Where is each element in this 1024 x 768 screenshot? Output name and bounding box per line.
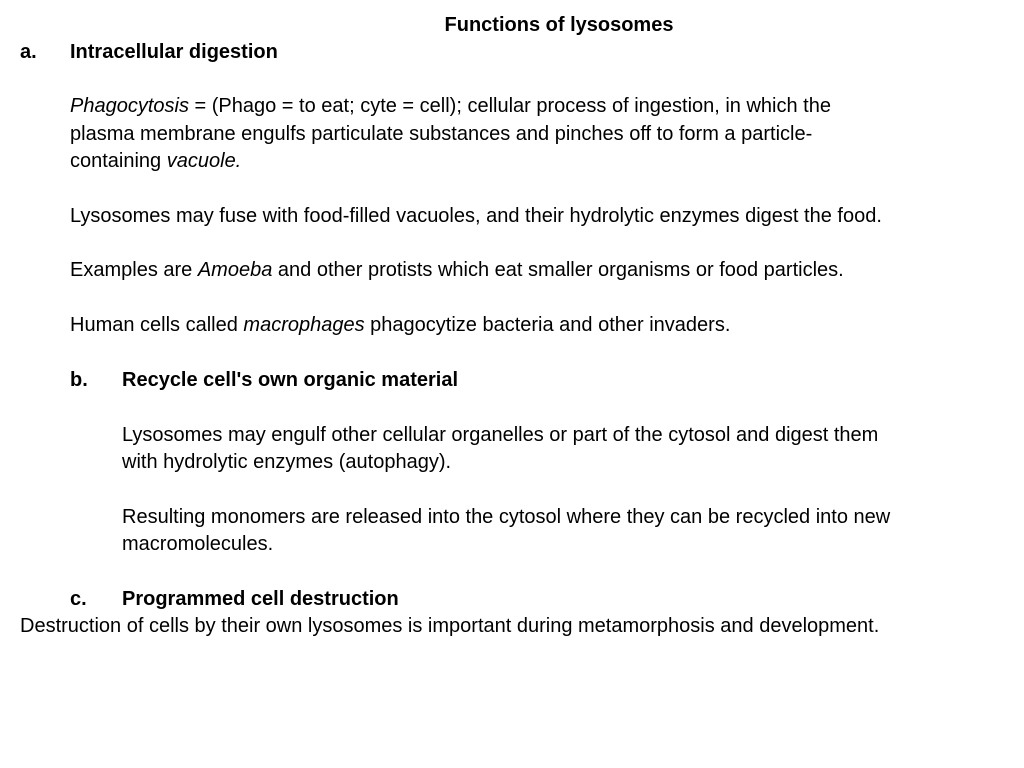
section-c-heading: Programmed cell destruction — [122, 588, 399, 610]
lysosome-fuse-paragraph: Lysosomes may fuse with food-filled vacuoles, and their hydrolytic enzymes digest the food. — [70, 205, 882, 227]
section-b-marker: b. — [70, 369, 88, 391]
page-title: Functions of lysosomes — [444, 14, 674, 36]
engulf-line-1: Lysosomes may engulf other cellular organelles or part of the cytosol and digest them — [122, 424, 879, 446]
result-line-2: macromolecules. — [122, 533, 274, 555]
section-b-heading: Recycle cell's own organic material — [122, 369, 459, 391]
phagocytosis-term: Phagocytosis — [70, 95, 189, 117]
destruction-paragraph: Destruction of cells by their own lysosomes is important during metamorphosis and development. — [20, 615, 880, 637]
human-rest: phagocytize bacteria and other invaders. — [364, 314, 731, 336]
phagocytosis-line-1 — [70, 93, 831, 121]
section-a-heading: Intracellular digestion — [70, 41, 278, 63]
phagocytosis-definition: = (Phago = to eat; cyte = cell); cellular process of ingestion, in which the — [188, 95, 831, 117]
section-c-marker: c. — [70, 588, 87, 610]
examples-paragraph — [70, 257, 844, 285]
section-a-marker: a. — [20, 41, 37, 63]
vacuole-term: vacuole. — [166, 150, 242, 172]
amoeba-term: Amoeba — [197, 259, 273, 281]
human-start: Human cells called — [70, 314, 244, 336]
macrophages-term: macrophages — [243, 314, 365, 336]
macrophages-paragraph — [70, 312, 730, 340]
examples-rest: and other protists which eat smaller organisms or food particles. — [272, 259, 844, 281]
engulf-line-2: with hydrolytic enzymes (autophagy). — [122, 451, 452, 473]
examples-start: Examples are — [70, 259, 198, 281]
phagocytosis-line-2: plasma membrane engulfs particulate substances and pinches off to form a particle- — [70, 123, 813, 145]
containing-text: containing — [70, 150, 167, 172]
result-line-1: Resulting monomers are released into the cytosol where they can be recycled into new — [122, 506, 891, 528]
phagocytosis-line-3 — [70, 148, 241, 176]
